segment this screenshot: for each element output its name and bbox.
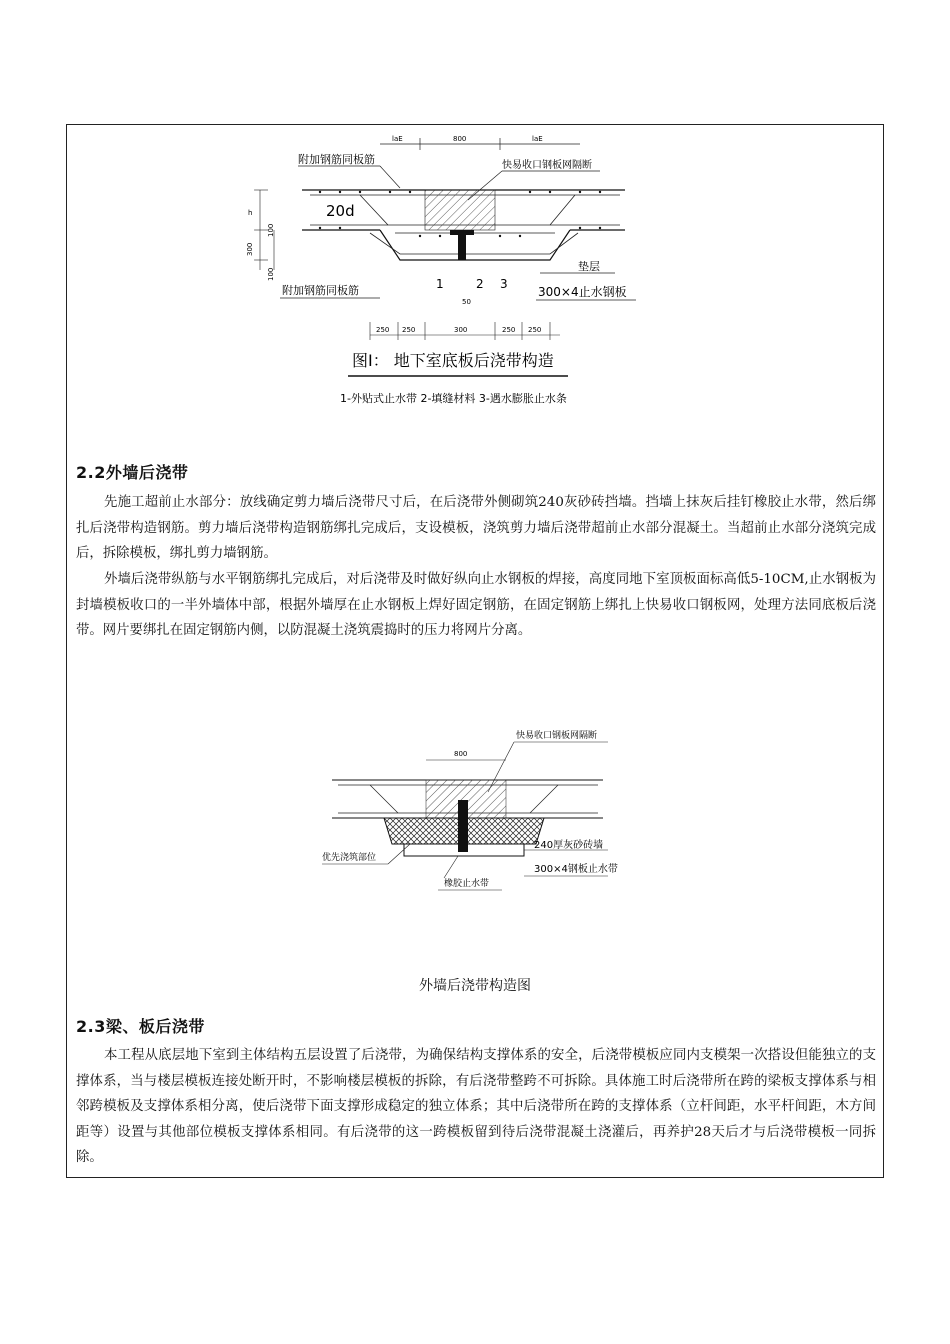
exterior-wall-post-cast-strip-diagram bbox=[318, 722, 618, 900]
label-20d: 20d bbox=[326, 202, 355, 220]
dim-lae-right: laE bbox=[532, 135, 543, 143]
fig2-label-rubber: 橡胶止水带 bbox=[444, 879, 490, 889]
label-300: 300 bbox=[246, 242, 254, 256]
label-50: 50 bbox=[462, 298, 471, 306]
label-h: h bbox=[248, 209, 253, 217]
dim-b2: 250 bbox=[402, 326, 416, 334]
dim-b5: 250 bbox=[528, 326, 542, 334]
paragraph-2-2-2: 外墙后浇带纵筋与水平钢筋绑扎完成后，对后浇带及时做好纵向止水钢板的焊接，高度同地下室顶板面标高低5-10CM,止水钢板为封墙模板收口的一半外墙体中部，根据外墙厚在止水钢板上焊好固定钢筋，在固定钢筋上绑扎上快易收口钢板网，处理方法同底板后浇带。网片要绑扎在固定钢筋内侧，以防混凝土浇筑震捣时的压力将网片分离。 bbox=[76, 572, 876, 639]
heading-2-3: 2.3梁、板后浇带 bbox=[76, 1017, 205, 1036]
paragraph-2-2-1: 先施工超前止水部分：放线确定剪力墙后浇带尺寸后，在后浇带外侧砌筑240灰砂砖挡墙。挡墙上抹灰后挂钉橡胶止水带，然后绑扎后浇带构造钢筋。剪力墙后浇带构造钢筋绑扎完成后，支设模板，浇筑剪力墙后浇带超前止水部分混凝土。当超前止水部分浇筑完成后，拆除模板，绑扎剪力墙钢筋。 bbox=[76, 495, 876, 562]
top-dimension bbox=[380, 138, 580, 150]
label-100a: 100 bbox=[267, 223, 275, 237]
label-mesh: 快易收口钢板网隔断 bbox=[502, 160, 592, 171]
figure1-title: 图I： 地下室底板后浇带构造 bbox=[352, 351, 554, 370]
dim-b3: 300 bbox=[454, 326, 468, 334]
marker-2: 2 bbox=[476, 277, 484, 291]
fig2-dim-800: 800 bbox=[454, 750, 468, 758]
dim-b4: 250 bbox=[502, 326, 516, 334]
dim-800: 800 bbox=[453, 135, 467, 143]
fig2-label-first: 优先浇筑部位 bbox=[322, 853, 377, 863]
figure1-legend: 1-外贴式止水带 2-填缝材料 3-遇水膨胀止水条 bbox=[340, 392, 567, 405]
paragraph-2-3-1: 本工程从底层地下室到主体结构五层设置了后浇带，为确保结构支撑体系的安全，后浇带模板应同内支模架一次搭设但能独立的支撑体系，当与楼层模板连接处断开时，不影响楼层模板的拆除，有后浇带整跨不可拆除。具体施工时后浇带所在跨的梁板支撑体系与相邻跨模板及支撑体系相分离，使后浇带下面支撑形成稳定的独立体系；其中后浇带所在跨的支撑体系（立杆间距，水平杆间距，木方间距等）设置与其他部位模板支撑体系相同。有后浇带的这一跨模板留到待后浇带混凝土浇灌后，再养护28天后才与后浇带模板一同拆除。 bbox=[76, 1048, 876, 1166]
marker-1: 1 bbox=[436, 277, 444, 291]
label-add-bar-top: 附加钢筋同板筋 bbox=[298, 153, 375, 166]
marker-3: 3 bbox=[500, 277, 508, 291]
label-plate: 300×4止水钢板 bbox=[538, 285, 627, 299]
label-cushion: 垫层 bbox=[578, 260, 600, 273]
heading-2-2: 2.2外墙后浇带 bbox=[76, 463, 189, 482]
fig2-label-mesh: 快易收口钢板网隔断 bbox=[516, 731, 598, 741]
dim-lae-left: laE bbox=[392, 135, 403, 143]
figure2-caption: 外墙后浇带构造图 bbox=[419, 978, 531, 994]
basement-slab-post-cast-strip-diagram bbox=[240, 130, 640, 415]
label-add-bar-bottom: 附加钢筋同板筋 bbox=[282, 284, 359, 297]
label-100b: 100 bbox=[267, 267, 275, 281]
fig2-label-brick: 240厚灰砂砖墙 bbox=[534, 840, 604, 851]
dim-b1: 250 bbox=[376, 326, 390, 334]
mesh-zone bbox=[425, 190, 495, 230]
fig2-label-plate: 300×4钢板止水带 bbox=[534, 864, 618, 875]
